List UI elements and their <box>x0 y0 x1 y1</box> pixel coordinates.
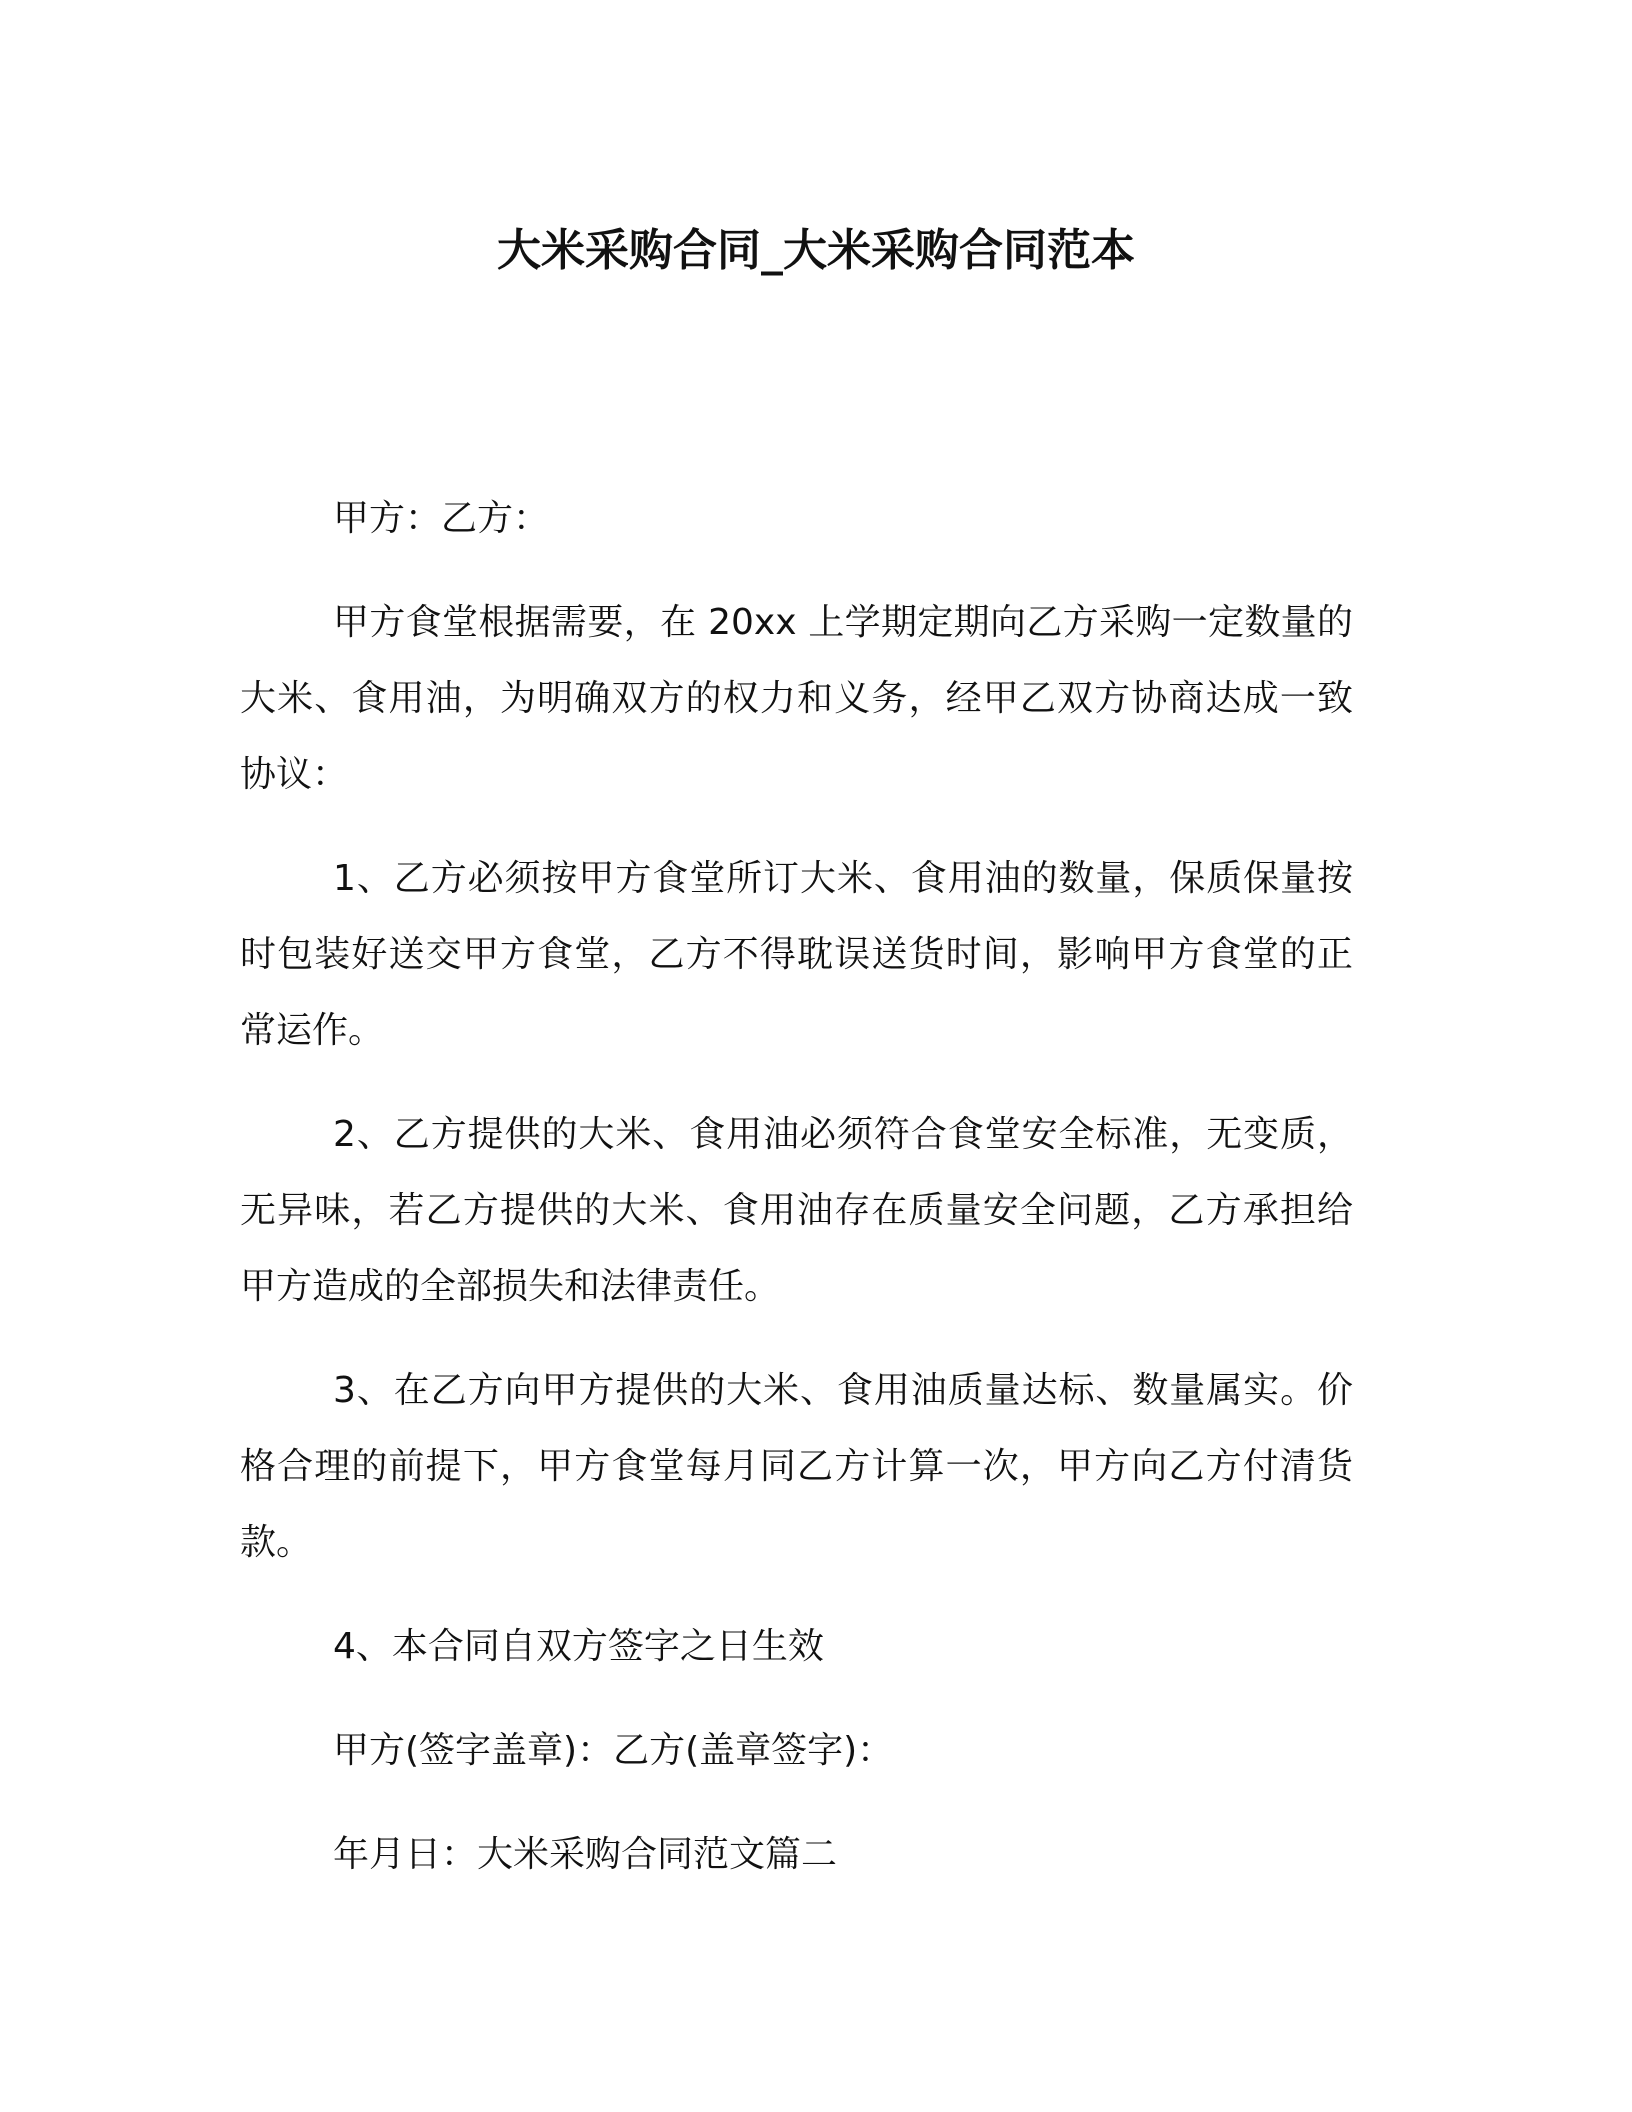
paragraph-line: 甲方造成的全部损失和法律责任。 <box>240 1266 781 1307</box>
paragraph-line: 2、乙方提供的大米、食用油必须符合食堂安全标准，无变质， <box>333 1114 1353 1155</box>
paragraph-line: 4、本合同自双方签字之日生效 <box>333 1626 824 1667</box>
paragraph-line: 无异味，若乙方提供的大米、食用油存在质量安全问题，乙方承担给 <box>240 1190 1353 1231</box>
paragraph-line: 协议： <box>240 754 349 795</box>
document-body <box>240 481 1353 1893</box>
paragraph-line: 1、乙方必须按甲方食堂所订大米、食用油的数量，保质保量按 <box>333 858 1353 899</box>
paragraph-line: 格合理的前提下，甲方食堂每月同乙方计算一次，甲方向乙方付清货 <box>240 1446 1353 1487</box>
paragraph-preamble <box>240 585 1353 813</box>
paragraph-line: 年月日：大米采购合同范文篇二 <box>333 1834 838 1875</box>
paragraph-parties <box>240 481 1353 557</box>
document-title: 大米采购合同_大米采购合同范本 <box>497 225 1135 276</box>
paragraph-line: 甲方(签字盖章)：乙方(盖章签字)： <box>333 1730 894 1771</box>
paragraph-line: 时包装好送交甲方食堂，乙方不得耽误送货时间，影响甲方食堂的正 <box>240 934 1353 975</box>
paragraph-line: 3、在乙方向甲方提供的大米、食用油质量达标、数量属实。价 <box>333 1370 1353 1411</box>
paragraph-line: 大米、食用油，为明确双方的权力和义务，经甲乙双方协商达成一致 <box>240 678 1353 719</box>
paragraph-line: 甲方食堂根据需要，在 20xx 上学期定期向乙方采购一定数量的 <box>333 602 1353 643</box>
paragraph-line: 常运作。 <box>240 1010 385 1051</box>
clause-4 <box>240 1609 1353 1685</box>
clause-1 <box>240 841 1353 1069</box>
clause-2 <box>240 1097 1353 1325</box>
clause-3 <box>240 1353 1353 1581</box>
paragraph-line: 甲方：乙方： <box>333 498 550 539</box>
signature-line <box>240 1713 1353 1789</box>
date-line <box>240 1817 1353 1893</box>
paragraph-line: 款。 <box>240 1522 313 1563</box>
